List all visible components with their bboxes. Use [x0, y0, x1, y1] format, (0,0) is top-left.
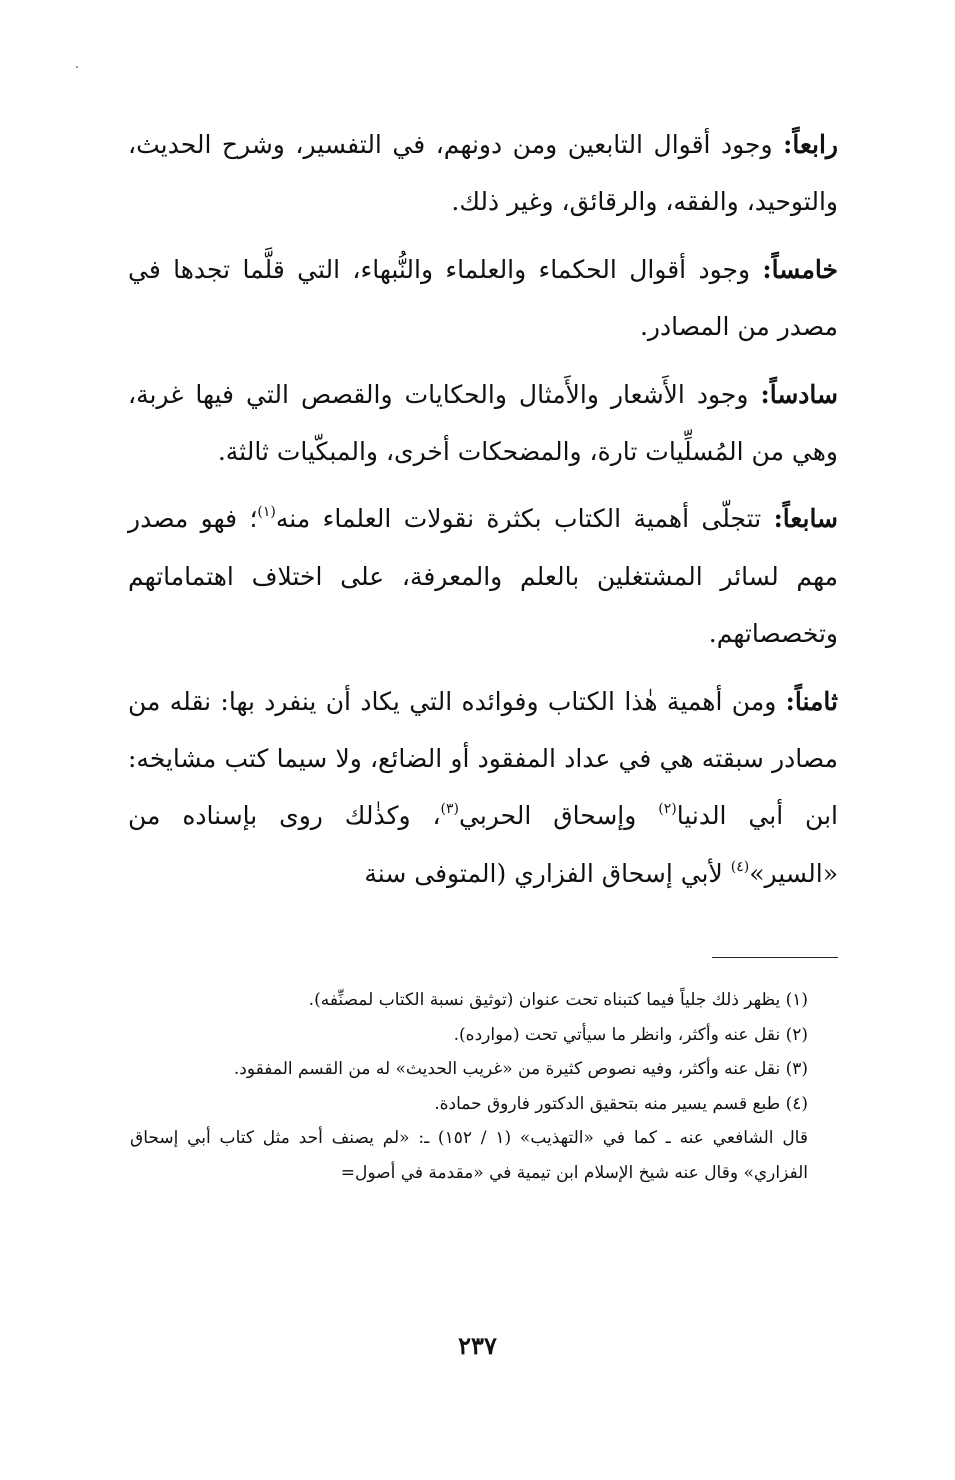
paragraph-fourth: [128, 116, 838, 231]
paragraph-text: ؛ فهو مصدر مهم لسائر المشتغلين بالعلم والمعرفة، على اختلاف اهتماماتهم وتخصصاتهم.: [128, 504, 838, 649]
footnote-ref[interactable]: (١): [257, 504, 276, 521]
paragraph-lead: سابعاً:: [773, 504, 839, 534]
paragraph-fifth: [128, 241, 838, 356]
footnote-ref[interactable]: (٢): [658, 801, 677, 818]
footnotes: [130, 983, 838, 1190]
paragraph-lead: ثامناً:: [785, 686, 838, 716]
footnote-ref[interactable]: (٤): [730, 858, 750, 875]
footnote-4: (٤) طبع قسم يسير منه بتحقيق الدكتور فاروق حمادة.: [434, 1093, 808, 1114]
page-number: ٢٣٧: [458, 1331, 497, 1360]
paragraph-eighth: [128, 673, 838, 903]
paragraph-seventh: [128, 490, 838, 662]
paragraph-text: وإسحاق الحربي: [459, 801, 659, 831]
paragraph-lead: سادساً:: [760, 379, 838, 409]
paragraph-sixth: [128, 366, 838, 481]
footnote-ref[interactable]: (٣): [440, 801, 459, 818]
footnote-separator: [712, 957, 838, 958]
paragraph-lead: رابعاً:: [783, 130, 838, 159]
paragraph-text: وجود أقوال الحكماء والعلماء والنُّبهاء، التي قلَّما تجدها في مصدر من المصادر.: [128, 254, 838, 342]
paragraph-text: ومن أهمية هٰذا الكتاب وفوائده التي يكاد أن ينفرد بها: نقله من مصادر سبقته هي في عداد المفقود أو الضائع، ولا سيما كتب مشايخه: ابن أبي الدنيا: [128, 686, 838, 831]
scan-speck: [76, 66, 78, 68]
paragraph-text: ، وكذٰلك روى بإسناده من «السير»: [128, 801, 838, 888]
footnote-3: (٣) نقل عنه وأكثر، وفيه نصوص كثيرة من «غريب الحديث» له من القسم المفقود.: [233, 1059, 808, 1079]
paragraph-text: وجود أقوال التابعين ومن دونهم، في التفسير، وشرح الحديث، والتوحيد، والفقه، والرقائق، وغير ذلك.: [128, 130, 838, 217]
paragraph-text: تتجلّى أهمية الكتاب بكثرة نقولات العلماء منه: [275, 504, 774, 534]
main-text: [128, 116, 838, 912]
paragraph-text: لأبي إسحاق الفزاري (المتوفى سنة: [364, 858, 731, 888]
footnote-1: (١) يظهر ذلك جلياً فيما كتبناه تحت عنوان (توثيق نسبة الكتاب لمصنِّفه).: [308, 990, 808, 1010]
paragraph-lead: خامساً:: [762, 254, 838, 284]
paragraph-text: وجود الأَشعار والأَمثال والحكايات والقصص التي فيها غربة، وهي من المُسلِّيات تارة، والمضحكات أخرى، والمبكّيات ثالثة.: [128, 379, 838, 467]
footnote-2: (٢) نقل عنه وأكثر، وانظر ما سيأتي تحت (موارده).: [453, 1024, 808, 1045]
footnote-4-continuation: قال الشافعي عنه ـ كما في «التهذيب» (١ / ١٥٢) ـ: «لم يصنف أحد مثل كتاب أبي إسحاق الفزاري» وقال عنه شيخ الإسلام ابن تيمية في «مقدمة في أصول=: [130, 1128, 808, 1183]
